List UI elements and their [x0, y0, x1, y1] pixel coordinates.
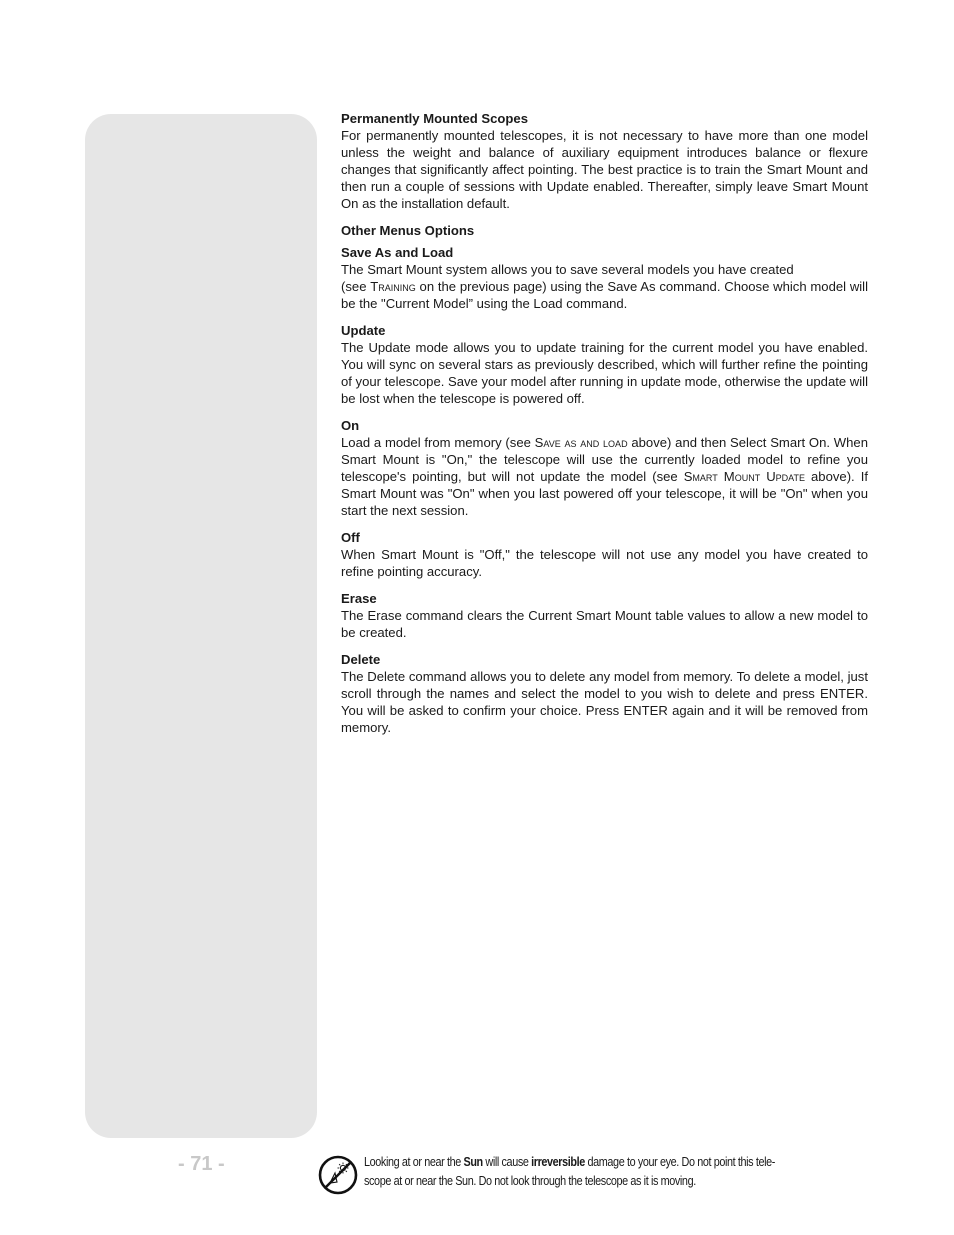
section-heading: Delete: [341, 652, 381, 668]
section-body: [341, 279, 868, 313]
section-heading: Erase: [341, 591, 377, 607]
body-text: above) and then Select Smart On. When Smart Mount is "On," the telescope will use the currently loaded model to refine you telescope's pointing, but will not update the model (see: [341, 434, 868, 484]
section-update: [341, 323, 868, 408]
body-text: (see: [341, 278, 371, 294]
section-heading: Other Menus Options: [341, 222, 475, 238]
section-heading: On: [341, 418, 360, 433]
cross-reference: Save as and load: [534, 434, 628, 450]
warning-text-segment: will cause: [482, 1155, 532, 1169]
section-heading: Off: [341, 529, 360, 545]
section-other-menus: [341, 223, 868, 240]
warning-line-2: scope at or near the Sun. Do not look through the telescope as it is moving.: [364, 1174, 696, 1188]
body-text: Load a model from memory (see: [341, 434, 535, 450]
warning-line-1: [364, 1153, 863, 1172]
sidebar-panel: [85, 114, 317, 1138]
section-delete: [341, 652, 868, 737]
section-erase: [341, 591, 868, 642]
warning-text-segment: Looking at or near the: [364, 1155, 464, 1169]
section-body: For permanently mounted telescopes, it is not necessary to have more than one model unless the weight and balance of auxiliary equipment introduces balance or flexure changes that significantly affect pointing. The best practice is to train the Smart Mount and then run a couple of sessions with Update enabled. Thereafter, simply leave Smart Mount On as the installation default.: [341, 127, 868, 211]
body-text: above). If Smart Mount was "On" when you last powered off your telescope, it will be "On" when you start the next session.: [341, 468, 868, 518]
section-body: The Erase command clears the Current Smart Mount table values to allow a new model to be created.: [341, 608, 868, 640]
section-heading: Update: [341, 322, 386, 338]
warning-emphasis-sun: Sun: [463, 1155, 483, 1169]
body-text: on the previous page) using the Save As command. Choose which model will be the "Current Model” using the Load command.: [341, 278, 869, 311]
section-heading: Permanently Mounted Scopes: [341, 111, 528, 126]
section-body: When Smart Mount is "Off," the telescope will not use any model you have created to refine pointing accuracy.: [341, 546, 868, 579]
no-sun-viewing-icon: [318, 1155, 358, 1195]
section-body: [341, 435, 868, 520]
section-body: The Update mode allows you to update training for the current model you have enabled. You will sync on several stars as previously described, which will further refine the pointing of your telescope. Save your model after running in update mode, otherwise the update will be lost when the telescope is powered off.: [341, 339, 868, 406]
section-off: [341, 530, 868, 581]
section-body-line1: The Smart Mount system allows you to save several models you have created: [341, 261, 794, 277]
section-body: The Delete command allows you to delete any model from memory. To delete a model, just scroll through the names and select the model to you wish to delete and press ENTER. You will be asked to confirm your choice. Press ENTER again and it will be removed from memory.: [341, 669, 868, 735]
page-number: - 71 -: [178, 1153, 225, 1175]
sun-warning-text: [364, 1153, 863, 1191]
section-on: [341, 418, 868, 519]
main-content: [341, 111, 868, 747]
section-permanently-mounted: [341, 111, 868, 212]
section-save-as-load: [341, 245, 868, 313]
warning-emphasis-irreversible: irreversible: [531, 1155, 585, 1169]
cross-reference: Training: [370, 278, 416, 294]
section-heading: Save As and Load: [341, 244, 454, 260]
warning-text-segment: damage to your eye. Do not point this tele-: [584, 1155, 775, 1169]
cross-reference: Smart Mount Update: [683, 468, 805, 484]
